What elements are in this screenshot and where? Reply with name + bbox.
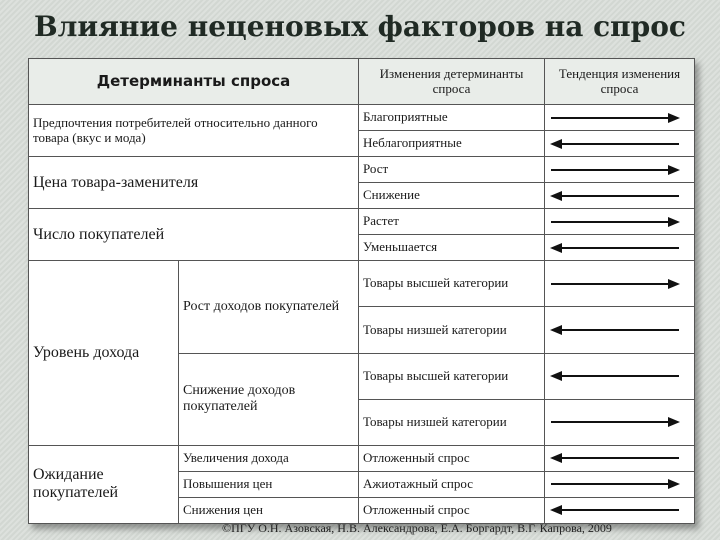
arrow-right-icon (549, 163, 681, 177)
arrow-left-icon (549, 503, 681, 517)
factor-income-level: Уровень дохода (29, 261, 179, 445)
tendency-arrow-icon (545, 183, 695, 209)
arrow-right-icon (549, 277, 681, 291)
expectation-price-increase: Повышения цен (179, 471, 359, 497)
arrow-left-icon (549, 137, 681, 151)
expectation-income-increase: Увеличения дохода (179, 445, 359, 471)
table-row (29, 157, 695, 183)
header-changes: Изменения детерминанты спроса (359, 59, 545, 105)
change-cell: Товары высшей категории (359, 261, 545, 307)
change-cell: Растет (359, 209, 545, 235)
change-cell: Отложенный спрос (359, 497, 545, 523)
table-row (29, 445, 695, 471)
tendency-arrow-icon (545, 399, 695, 445)
change-cell: Благоприятные (359, 105, 545, 131)
table-header-row (29, 59, 695, 105)
factor-substitute-price: Цена товара-заменителя (29, 157, 359, 209)
tendency-arrow-icon (545, 307, 695, 353)
factor-expectations: Ожидание покупателей (29, 445, 179, 523)
tendency-arrow-icon (545, 445, 695, 471)
tendency-arrow-icon (545, 157, 695, 183)
tendency-arrow-icon (545, 105, 695, 131)
factor-income-fall: Снижение доходов покупателей (179, 353, 359, 445)
copyright-footer: ©ПГУ О.Н. Азовская, Н.В. Александрова, Е.А. Боргардт, В.Г. Капрова, 2009 (222, 521, 612, 535)
tendency-arrow-icon (545, 209, 695, 235)
change-cell: Неблагоприятные (359, 131, 545, 157)
tendency-arrow-icon (545, 353, 695, 399)
arrow-right-icon (549, 477, 681, 491)
change-cell: Ажиотажный спрос (359, 471, 545, 497)
change-cell: Товары низшей категории (359, 399, 545, 445)
arrow-left-icon (549, 189, 681, 203)
arrow-left-icon (549, 323, 681, 337)
change-cell: Уменьшается (359, 235, 545, 261)
tendency-arrow-icon (545, 497, 695, 523)
slide-title: Влияние неценовых факторов на спрос (34, 10, 686, 43)
expectation-price-decrease: Снижения цен (179, 497, 359, 523)
factor-income-rise: Рост доходов покупателей (179, 261, 359, 353)
change-cell: Товары низшей категории (359, 307, 545, 353)
factor-preferences: Предпочтения потребителей относительно данного товара (вкус и мода) (29, 105, 359, 157)
change-cell: Снижение (359, 183, 545, 209)
tendency-arrow-icon (545, 261, 695, 307)
arrow-right-icon (549, 111, 681, 125)
factor-buyers-count: Число покупателей (29, 209, 359, 261)
tendency-arrow-icon (545, 235, 695, 261)
table-row (29, 261, 695, 307)
arrow-left-icon (549, 241, 681, 255)
demand-factors-table (28, 58, 695, 524)
arrow-right-icon (549, 415, 681, 429)
arrow-left-icon (549, 369, 681, 383)
tendency-arrow-icon (545, 471, 695, 497)
arrow-right-icon (549, 215, 681, 229)
change-cell: Отложенный спрос (359, 445, 545, 471)
arrow-left-icon (549, 451, 681, 465)
header-determinants: Детерминанты спроса (29, 59, 359, 105)
change-cell: Товары высшей категории (359, 353, 545, 399)
change-cell: Рост (359, 157, 545, 183)
table-row (29, 105, 695, 131)
table-row (29, 209, 695, 235)
tendency-arrow-icon (545, 131, 695, 157)
header-tendency: Тенденция изменения спроса (545, 59, 695, 105)
